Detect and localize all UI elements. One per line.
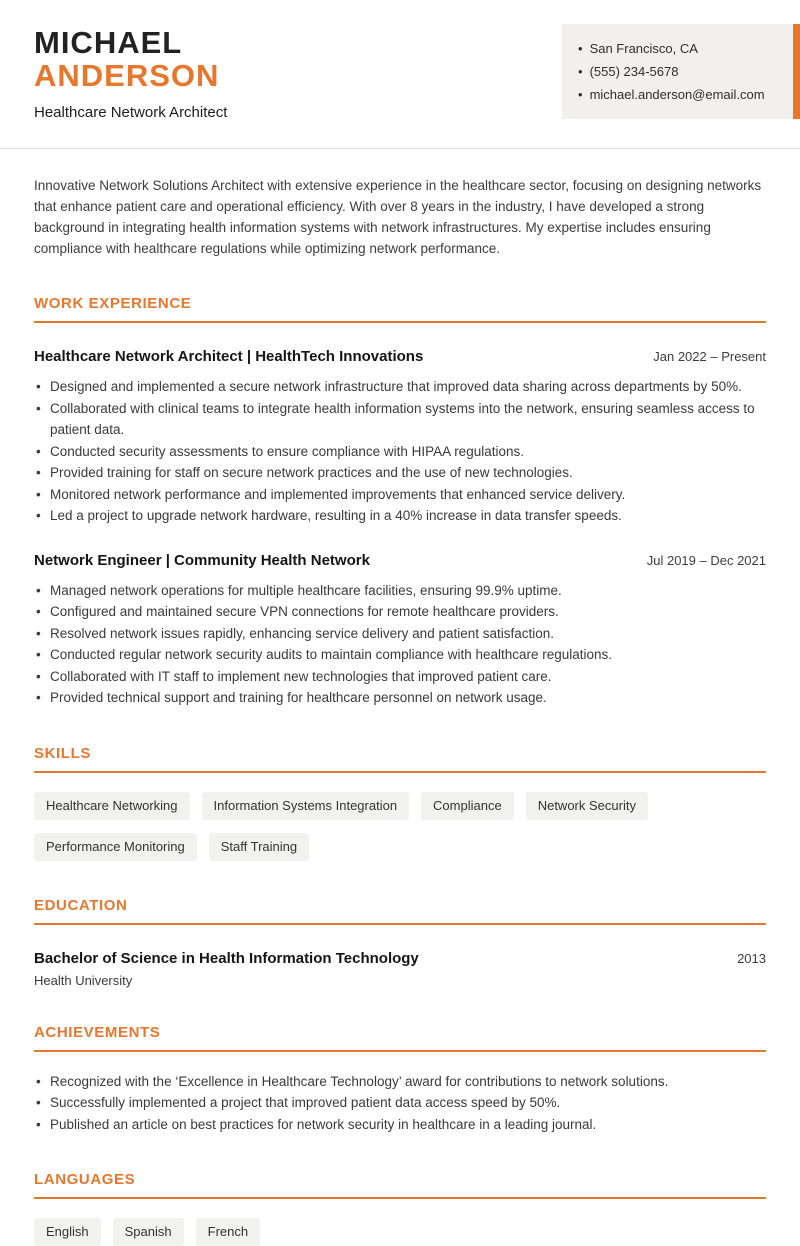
bullet-item: • Collaborated with IT staff to implement new technologies that improved patient care. [34, 666, 766, 688]
skills-chip-list [34, 792, 766, 861]
bullet-icon: • [578, 41, 583, 56]
bullet-item: • Configured and maintained secure VPN connections for remote healthcare providers. [34, 601, 766, 623]
section-title-education: EDUCATION [34, 897, 766, 925]
bullet-icon: • [578, 64, 583, 79]
job-bullets [34, 580, 766, 709]
job-entry [34, 348, 766, 527]
education-degree: Bachelor of Science in Health Information Technology [34, 949, 419, 967]
skill-chip: Compliance [421, 792, 514, 820]
languages-chip-list [34, 1218, 766, 1246]
bullet-item: • Conducted security assessments to ensure compliance with HIPAA regulations. [34, 441, 766, 463]
achievements-bullets [34, 1071, 766, 1136]
bullet-icon: • [578, 87, 583, 102]
section-title-skills: SKILLS [34, 745, 766, 773]
education-school: Health University [34, 972, 133, 988]
job-head [34, 552, 766, 569]
job-dates: Jul 2019 – Dec 2021 [646, 552, 766, 568]
skill-chip: Performance Monitoring [34, 833, 197, 861]
education-year: 2013 [737, 950, 766, 966]
bullet-item: • Recognized with the ‘Excellence in Healthcare Technology’ award for contributions to network solutions. [34, 1071, 766, 1093]
resume-header [0, 0, 800, 121]
bullet-item: • Provided technical support and training for healthcare personnel on network usage. [34, 687, 766, 709]
skill-chip: Network Security [526, 792, 648, 820]
section-achievements [0, 1024, 800, 1136]
bullet-item: • Successfully implemented a project that improved patient data access speed by 50%. [34, 1092, 766, 1114]
header-job-title: Healthcare Network Architect [34, 104, 228, 121]
section-education [0, 897, 800, 988]
skill-chip: Staff Training [209, 833, 309, 861]
bullet-item: • Published an article on best practices for network security in healthcare in a leading journal. [34, 1114, 766, 1136]
contact-phone-text: (555) 234-5678 [589, 64, 679, 79]
bullet-item: • Designed and implemented a secure network infrastructure that improved data sharing across departments by 50%. [34, 376, 766, 398]
job-title: Network Engineer | Community Health Network [34, 551, 370, 569]
job-dates: Jan 2022 – Present [653, 349, 766, 364]
language-chip: French [196, 1218, 260, 1246]
contact-location-text: San Francisco, CA [589, 41, 698, 56]
bullet-item: • Conducted regular network security audits to maintain compliance with healthcare regulations. [34, 644, 766, 666]
job-title: Healthcare Network Architect | HealthTech Innovations [34, 348, 424, 365]
bullet-item: • Provided training for staff on secure network practices and the use of new technologies. [34, 462, 766, 484]
contact-email [578, 83, 781, 106]
section-languages [0, 1171, 800, 1246]
job-entry [34, 552, 766, 709]
summary-text: Innovative Network Solutions Architect with extensive experience in the healthcare sector, focusing on designing networks that enhance patient care and operational efficiency. With over 8 years in the industry, I have developed a strong background in integrating health information systems with network infrastructures. My expertise includes ensuring compliance with healthcare regulations while optimizing network performance. [34, 178, 762, 256]
bullet-item: • Monitored network performance and implemented improvements that enhanced service delivery. [34, 484, 766, 506]
section-work-experience [0, 295, 800, 709]
job-bullets [34, 376, 766, 527]
contact-email-text: michael.anderson@email.com [589, 87, 765, 102]
first-name: MICHAEL [34, 25, 183, 60]
education-entry [34, 950, 766, 967]
contact-location [578, 37, 781, 60]
skill-chip: Healthcare Networking [34, 792, 190, 820]
bullet-item: • Resolved network issues rapidly, enhancing service delivery and patient satisfaction. [34, 623, 766, 645]
bullet-item: • Led a project to upgrade network hardware, resulting in a 40% increase in data transfer speeds. [34, 505, 766, 527]
language-chip: English [34, 1218, 101, 1246]
skill-chip: Information Systems Integration [202, 792, 410, 820]
bullet-item: • Managed network operations for multiple healthcare facilities, ensuring 99.9% uptime. [34, 580, 766, 602]
section-title-languages: LANGUAGES [34, 1171, 766, 1199]
section-title-achievements: ACHIEVEMENTS [34, 1024, 766, 1052]
job-head [34, 348, 766, 365]
bullet-item: • Collaborated with clinical teams to integrate health information systems into the network, ensuring seamless access to patient data. [34, 398, 766, 441]
language-chip: Spanish [113, 1218, 184, 1246]
contact-phone [578, 60, 781, 83]
contact-box [562, 24, 800, 119]
section-title-work-experience: WORK EXPERIENCE [34, 295, 766, 323]
section-skills [0, 745, 800, 861]
last-name: ANDERSON [34, 58, 220, 93]
